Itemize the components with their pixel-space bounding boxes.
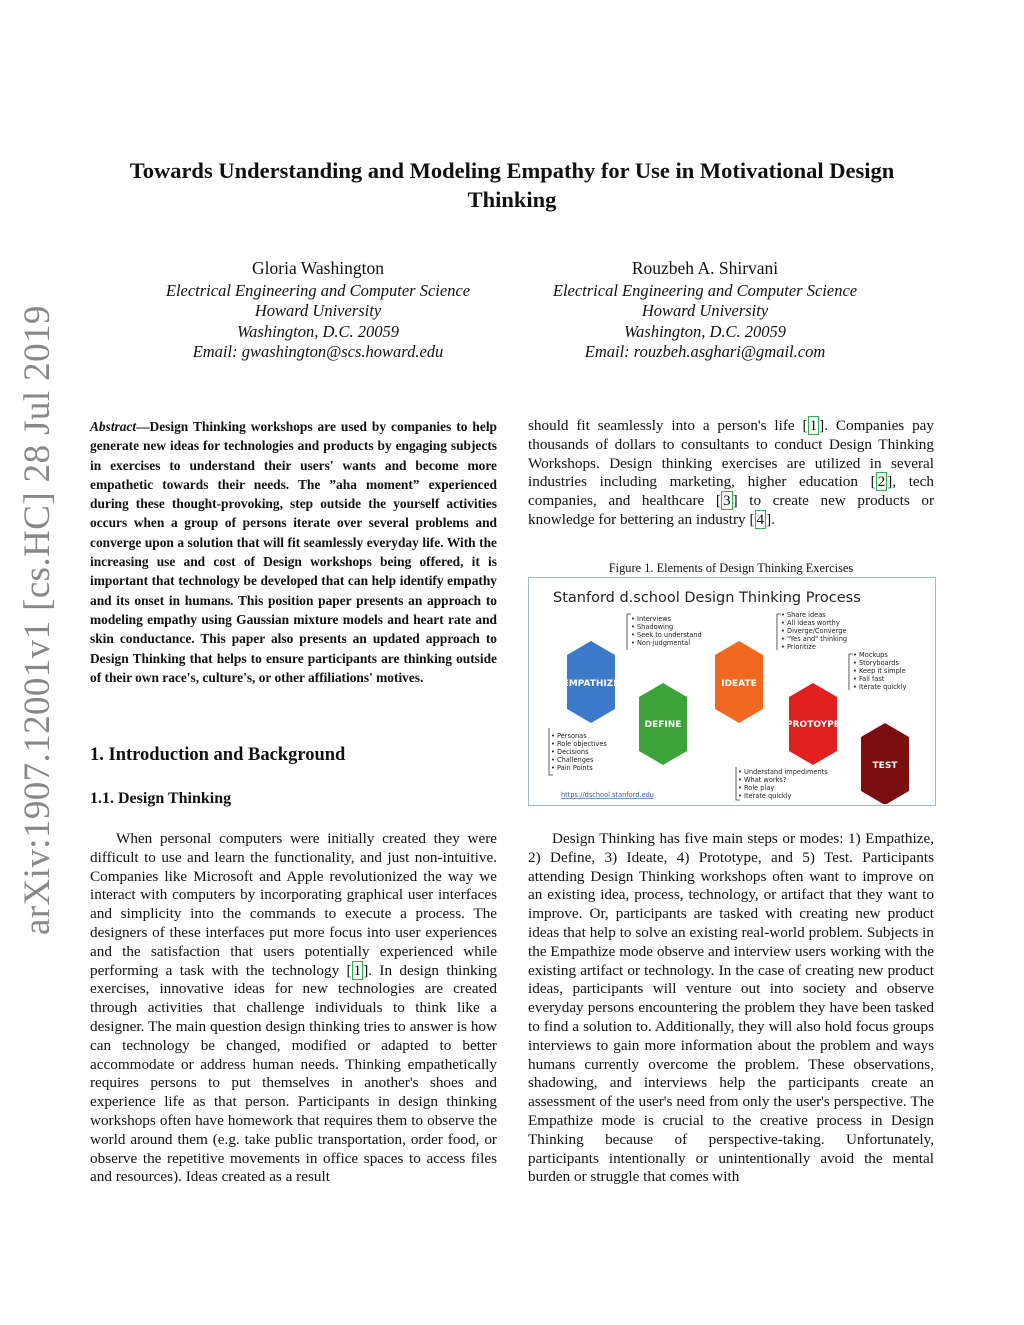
note-item: • What works? [738,776,787,784]
abstract-label: Abstract [90,419,137,434]
note-item: • Shadowing [631,623,674,631]
citation-link[interactable]: 3 [722,492,731,510]
citation-link[interactable]: 1 [353,961,362,979]
note-item: • Role play [738,784,775,792]
step-label: IDEATE [721,679,757,689]
step-label: DEFINE [644,720,682,730]
note-item: • Iterate quickly [853,683,907,691]
text-run: . [771,510,775,528]
author-email: Email: rouzbeh.asghari@gmail.com [584,342,826,361]
text-run: should fit seamlessly into a person's life [528,417,803,434]
citation-link[interactable]: 1 [809,417,818,434]
citation-link[interactable]: 2 [877,473,886,491]
note-item: • All ideas worthy [781,619,840,627]
figure-caption: Figure 1. Elements of Design Thinking Exercises [608,561,854,575]
author-city: Washington, D.C. 20059 [623,321,787,341]
right-paragraph-1: should fit seamlessly into a person's life [ 1 ]. Companies pay thousands of dollars to consultants to conduct Design Thinking Workshops. Design thinking exercises are utilized in several industries including marketing, higher education [ 2 ], tech companies, and healthcare [ 3 ] to create new products or knowledge for bettering an industry [ 4 ]. [528,417,935,528]
author-block-2 [525,258,885,363]
section-heading: 1. Introduction and Background [90,745,346,765]
note-item: • Personas [551,732,587,740]
note-item: • Understand impediments [738,768,828,776]
note-item: • Decisions [551,748,589,756]
text-run: , tech companies, and healthcare [528,473,934,510]
note-item: • Pain Points [551,764,593,772]
author-univ: Howard University [254,301,382,320]
right-paragraph-2: Design Thinking has five main steps or modes: 1) Empathize, 2) Define, 3) Ideate, 4) Prototype, and 5) Test. Participants attending Design Thinking workshops often want to improve on an existing idea, process, technology, or artifact that they want to improve. Or, participants are tasked with creating new product ideas that help to solve an existing real-world problem. Subjects in the Empathize mode observe and interview users working with the existing artifact or technology. In the case of creating new product ideas, participants will venture out into society and observe everyday persons encountering the problem they have been tasked to find a solution to. Additionally, they will also hold focus groups interviews to gain more information about the problem and ways humans currently overcome the problem. These observations, shadowing, and interviews help the participants create an assessment of the user's need from only the user's perspective. The Empathize mode is crucial to the creative process in Design Thinking because of perspective-taking. Unfortunately, participants intentionally or unintentionally avoid the mental burden or struggle that comes with [528,830,934,1186]
notes-empathize [631,615,702,647]
dschool-link[interactable]: https://dschool.stanford.edu [561,791,654,799]
notes-prototype [853,651,907,691]
author-name: Gloria Washington [252,258,384,278]
note-item: • Mockups [853,651,888,659]
author-univ: Howard University [641,301,769,320]
paper-title: Towards Understanding and Modeling Empathy for Use in Motivational Design Thinking [129,158,895,212]
step-label: EMPATHIZE [562,679,620,689]
design-thinking-figure [528,577,936,806]
author-block-1 [138,258,498,363]
note-item: • Role objectives [551,740,607,748]
step-label: TEST [872,761,898,771]
author-name: Rouzbeh A. Shirvani [631,258,779,278]
subsection-heading: 1.1. Design Thinking [90,790,232,807]
note-item: • Diverge/Converge [781,627,847,635]
citation-link[interactable]: 4 [756,510,765,528]
note-item: • Keep it simple [853,667,906,675]
notes-ideate [781,611,847,651]
note-item: • Seek to understand [631,631,702,639]
text-run: When personal computers were initially created they were difficult to use and learn the functionality, and just non-intuitive. Companies like Microsoft and Apple revolutionized the way we interact with computers by incorporating graphical user interfaces and simplicity into the commands to execute a process. The designers of these interfaces put more focus into user experiences and the satisfaction that users potentially experienced while performing a task with the technology [90,830,497,979]
abstract [90,417,497,687]
author-dept: Electrical Engineering and Computer Science [165,280,471,300]
text-run: to create new products or knowledge for bettering an industry [528,492,935,528]
arxiv-stamp: arXiv:1907.12001v1 [cs.HC] 28 Jul 2019 [17,305,58,935]
abstract-dash: — [136,419,150,434]
note-item: • Storyboards [853,659,899,667]
abstract-text: Design Thinking workshops are used by companies to help generate new ideas for technologies and products by engaging subjects in exercises to understand their users' wants and become more empathetic towards their needs. The ”aha moment” experienced during these thought-provoking, step outside the yourself activities occurs when a group of persons iterate over several problems and converge upon a solution that will fit seamlessly everyday life. With the increasing use and cost of Design workshops being offered, it is important that technology be developed that can help identify empathy and its onset in humans. This position paper presents an approach to modeling empathy using Gaussian mixture models and heart rate and skin conductance. This paper also presents an updated approach to Design Thinking that helps to ensure participants are thinking outside of their own race's, culture's, or other affiliations' motives. [90,419,497,685]
author-email: Email: gwashington@scs.howard.edu [192,342,444,361]
figure-svg [529,578,934,804]
author-city: Washington, D.C. 20059 [236,321,400,341]
text-run: . Companies pay thousands of dollars to consultants to conduct Design Thinking Workshops. Design thinking exercises are utilized in several industries including marketing, higher education [528,417,935,491]
notes-define [551,732,607,772]
note-item: • Challenges [551,756,594,764]
note-item: • Non-judgmental [631,639,691,647]
note-item: • Fail fast [853,675,885,683]
note-item: • Share ideas [781,611,826,619]
note-item: • "Yes and" thinking [781,635,848,643]
note-item: • Iterate quickly [738,792,792,800]
note-item: • Prioritize [781,643,816,651]
figure-header: Stanford d.school Design Thinking Process [553,590,861,606]
intro-paragraph: When personal computers were initially created they were difficult to use and learn the functionality, and just non-intuitive. Companies like Microsoft and Apple revolutionized the way we interact with computers by incorporating graphical user interfaces and simplicity into the commands to execute a process. The designers of these interfaces put more focus into user experiences and the satisfaction that users potentially experienced while performing a task with the technology [ 1 ]. In design thinking exercises, innovative ideas for new technologies are created through activities that challenge individuals to think like a designer. The main question design thinking tries to answer is how can technology be changed, modified or adapted to better accommodate or address human needs. Thinking empathetically requires persons to put themselves in another's shoes and experience life as that person. Participants in design thinking workshops often have homework that requires them to observe the world around them (e.g. take public transportation, order food, or observe the repetitive movements in office spaces to access files and resources). Ideas created as a result [90,830,497,1186]
author-dept: Electrical Engineering and Computer Science [552,280,858,300]
note-item: • Interviews [631,615,672,623]
text-run: . In design thinking exercises, innovative ideas for new technologies are created through activities that challenge individuals to think like a designer. The main question design thinking tries to answer is how can technology be changed, modified or adapted to better accommodate or address human needs. Thinking empathetically requires persons to put themselves in another's shoes and experience life as that person. Participants in design thinking workshops often have homework that requires them to observe the world around them (e.g. take public transportation, order food, or observe the repetitive movements in office spaces to access files and resources). Ideas created as a result [90,961,497,1186]
step-label: PROTOYPE [786,720,840,730]
notes-test [738,768,828,800]
